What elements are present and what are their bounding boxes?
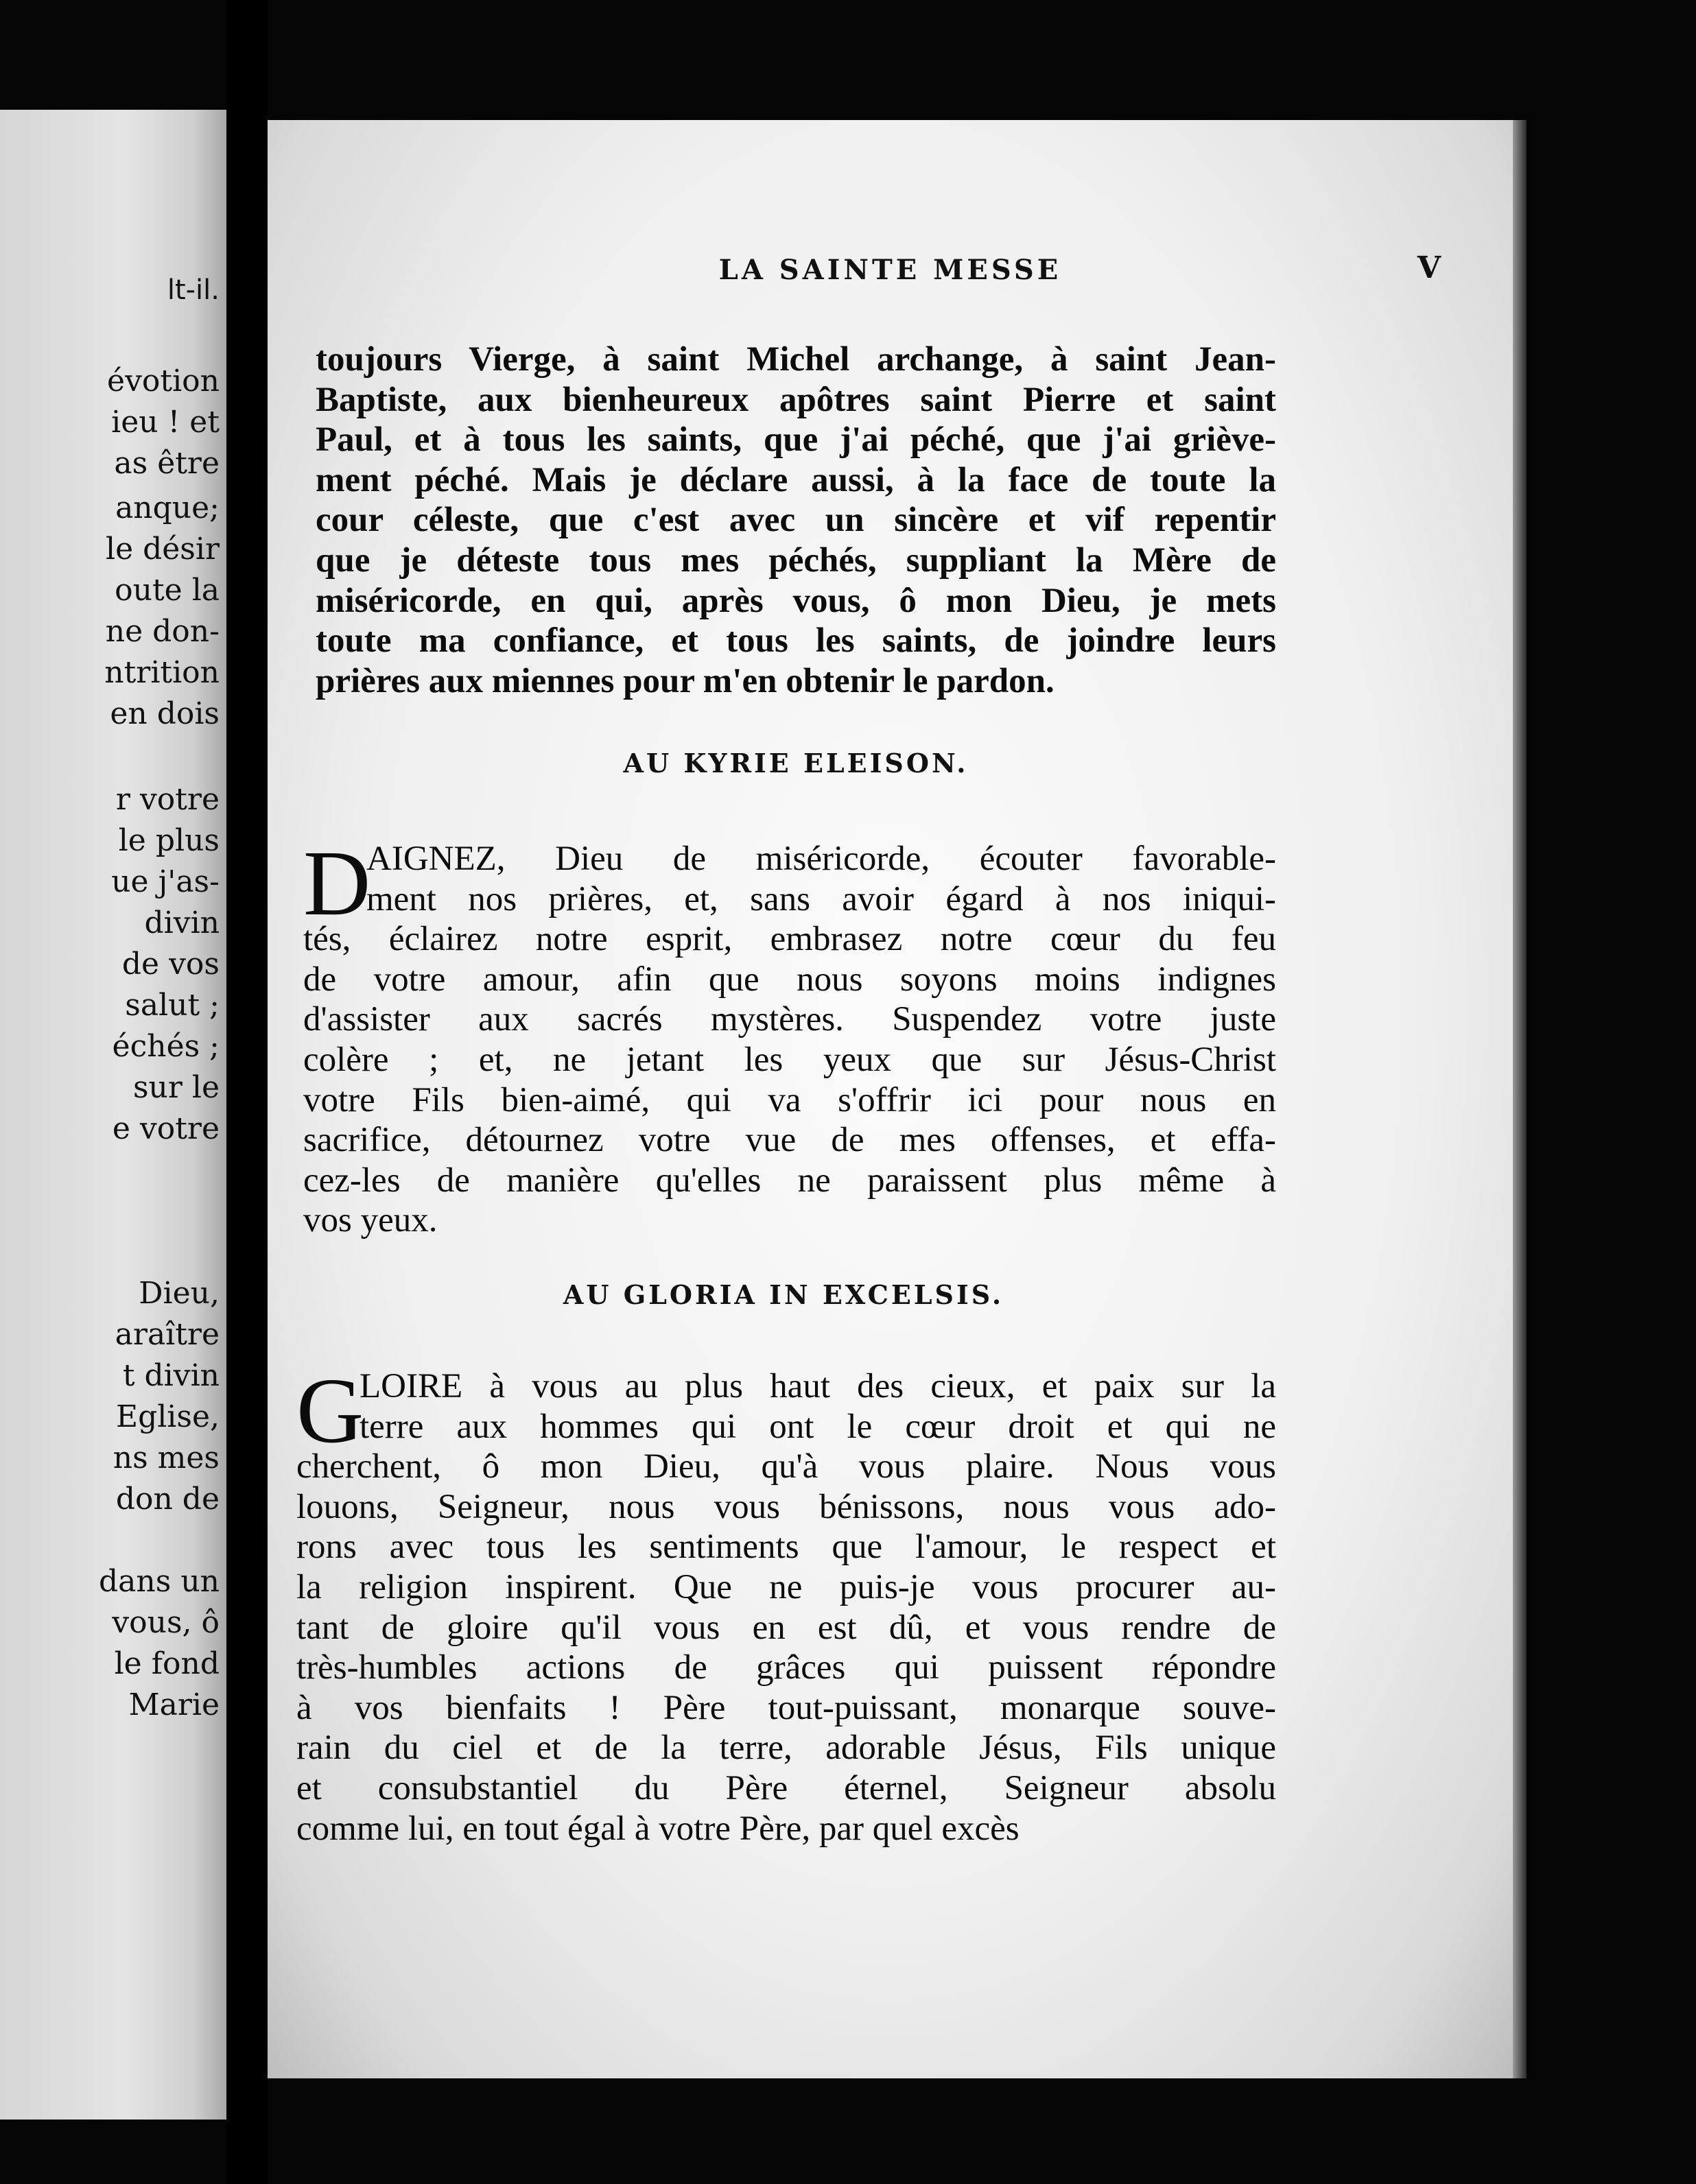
- kyrie-line: d'assister aux sacrés mystères. Suspendez votre juste: [303, 1000, 1276, 1039]
- left-page-fragment: [0, 110, 226, 2120]
- kyrie-line: de votre amour, afin que nous soyons moins indignes: [303, 960, 1276, 999]
- gloria-first-word: LOIRE: [360, 1367, 463, 1405]
- kyrie-second-line: ment nos prières, et, sans avoir égard à nos iniqui-: [366, 879, 1276, 918]
- book-gutter: [226, 0, 268, 2184]
- kyrie-first-line-text: Dieu de miséricorde, écouter favorable-: [555, 840, 1276, 878]
- left-page-line: le désir: [106, 532, 220, 567]
- left-page-line: araître: [115, 1317, 220, 1352]
- gloria-line: comme lui, en tout égal à votre Père, par quel excès: [296, 1809, 1020, 1848]
- gloria-line: la religion inspirent. Que ne puis-je vous procurer au-: [296, 1567, 1276, 1606]
- running-head: LA SAINTE MESSE: [718, 254, 1062, 286]
- gloria-line: très-humbles actions de grâces qui puissent répondre: [296, 1648, 1276, 1687]
- gloria-drop-cap: G: [296, 1360, 364, 1462]
- gloria-line: à vos bienfaits ! Père tout-puissant, monarque souve-: [296, 1688, 1276, 1727]
- kyrie-line: vos yeux.: [303, 1201, 438, 1240]
- left-page-line: Eglise,: [115, 1399, 220, 1434]
- kyrie-drop-cap: D: [303, 832, 371, 935]
- left-page-line: divin: [144, 905, 220, 940]
- main-page: [268, 120, 1513, 2078]
- kyrie-line: colère ; et, ne jetant les yeux que sur Jésus-Christ: [303, 1040, 1276, 1079]
- left-page-line: r votre: [115, 782, 220, 817]
- confiteor-line: miséricorde, en qui, après vous, ô mon Dieu, je mets: [316, 581, 1276, 620]
- confiteor-paragraph: [316, 340, 1276, 701]
- kyrie-line: cez-les de manière qu'elles ne paraissent plus même à: [303, 1161, 1276, 1200]
- page-edge-shadow: [1513, 120, 1527, 2078]
- confiteor-line: prières aux miennes pour m'en obtenir le pardon.: [316, 661, 1055, 700]
- left-page-line: don de: [115, 1482, 220, 1517]
- page-number: V: [1417, 250, 1441, 285]
- left-page-line: de vos: [121, 947, 220, 982]
- kyrie-first-line: [303, 839, 1276, 879]
- gloria-second-line: terre aux hommes qui ont le cœur droit et qui ne: [360, 1407, 1276, 1446]
- kyrie-first-word: AIGNEZ,: [366, 840, 506, 878]
- gloria-line: louons, Seigneur, nous vous bénissons, nous vous ado-: [296, 1487, 1276, 1526]
- kyrie-line: votre Fils bien-aimé, qui va s'offrir ici pour nous en: [303, 1080, 1276, 1119]
- kyrie-line: tés, éclairez notre esprit, embrasez notre cœur du feu: [303, 920, 1276, 959]
- left-page-line: échés ;: [112, 1029, 220, 1064]
- left-page-line: Marie: [128, 1687, 220, 1722]
- gloria-line: rain du ciel et de la terre, adorable Jésus, Fils unique: [296, 1729, 1276, 1768]
- left-page-line: lt-il.: [167, 274, 220, 306]
- left-page-line: as être: [114, 446, 220, 481]
- left-page-line: ntrition: [104, 655, 220, 690]
- left-page-line: ieu ! et: [111, 405, 220, 440]
- left-page-line: ue j'as-: [111, 864, 220, 899]
- gloria-line: rons avec tous les sentiments que l'amour, le respect et: [296, 1528, 1276, 1567]
- left-page-line: t divin: [122, 1358, 220, 1393]
- left-page-line: en dois: [110, 696, 220, 731]
- confiteor-line: Paul, et à tous les saints, que j'ai péché, que j'ai grièvе-: [316, 420, 1276, 460]
- left-page-line: le plus: [118, 823, 220, 858]
- gloria-paragraph: [296, 1360, 1276, 1849]
- left-page-line: anque;: [115, 490, 220, 525]
- left-page-line: ns mes: [113, 1440, 220, 1475]
- confiteor-line: que je déteste tous mes péchés, suppliant la Mère de: [316, 541, 1276, 580]
- gloria-line: et consubstantiel du Père éternel, Seigneur absolu: [296, 1768, 1276, 1807]
- confiteor-line: toute ma confiance, et tous les saints, de joindre leurs: [316, 621, 1276, 661]
- gloria-heading: AU GLORIA IN EXCELSIS.: [563, 1279, 1004, 1310]
- gloria-line: cherchent, ô mon Dieu, qu'à vous plaire. Nous vous: [296, 1447, 1276, 1486]
- gloria-first-line: [296, 1366, 1276, 1407]
- left-page-line: dans un: [99, 1564, 220, 1599]
- kyrie-line: sacrifice, détournez votre vue de mes offenses, et effa-: [303, 1121, 1276, 1160]
- confiteor-line: toujours Vierge, à saint Michel archange, à saint Jean-: [316, 340, 1276, 379]
- left-page-line: oute la: [115, 573, 220, 608]
- left-page-line: salut ;: [125, 988, 220, 1023]
- gloria-line: tant de gloire qu'il vous en est dû, et vous rendre de: [296, 1608, 1276, 1647]
- confiteor-line: cour céleste, que c'est avec un sincère et vif repentir: [316, 501, 1276, 540]
- left-page-line: e votre: [112, 1111, 220, 1146]
- confiteor-line: ment péché. Mais je déclare aussi, à la face de toute la: [316, 460, 1276, 499]
- left-page-line: sur le: [132, 1070, 220, 1105]
- kyrie-heading: AU KYRIE ELEISON.: [623, 748, 969, 779]
- left-page-line: vous, ô: [112, 1605, 220, 1640]
- gloria-first-line-text: à vous au plus haut des cieux, et paix sur la: [489, 1367, 1276, 1405]
- left-page-line: ne don-: [105, 614, 220, 649]
- left-page-line: Dieu,: [139, 1276, 220, 1311]
- left-page-line: le fond: [114, 1646, 220, 1681]
- confiteor-line: Baptiste, aux bienheureux apôtres saint Pierre et saint: [316, 380, 1276, 419]
- kyrie-paragraph: [303, 832, 1276, 1241]
- left-page-line: évotion: [107, 364, 220, 399]
